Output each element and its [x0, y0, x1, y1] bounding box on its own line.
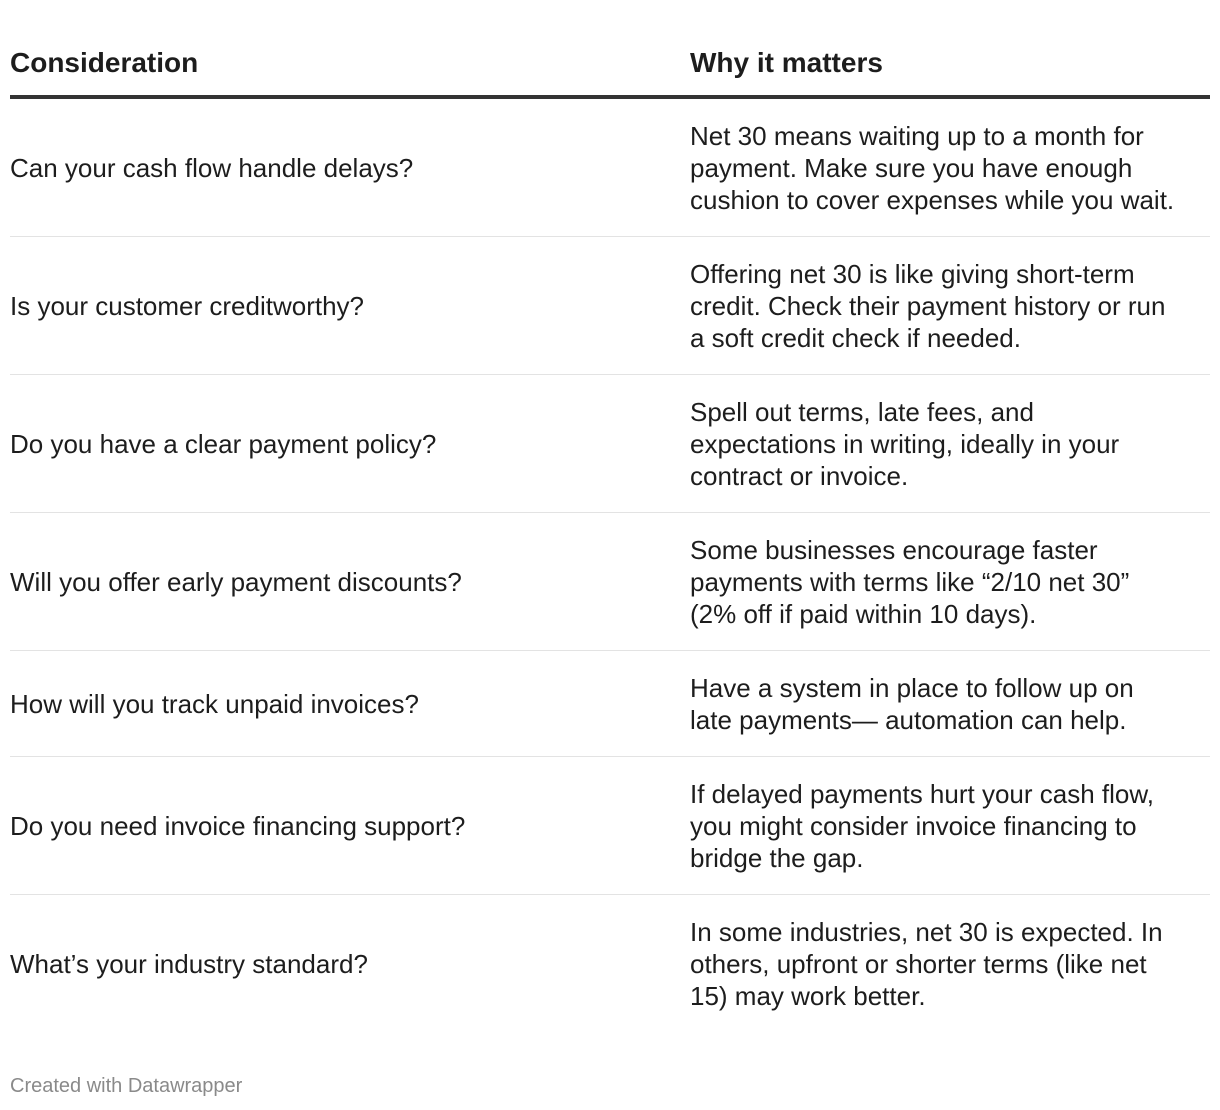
- considerations-table: [10, 30, 1210, 1033]
- why-line: In some industries, net 30 is expected. In: [690, 917, 1163, 947]
- header-consideration: Consideration: [10, 46, 199, 78]
- table-row: [10, 99, 1210, 237]
- table-row: [10, 651, 1210, 757]
- why-line: payment. Make sure you have enough: [690, 152, 1133, 183]
- why-line: expectations in writing, ideally in your: [690, 428, 1120, 459]
- why-cell: [690, 534, 1210, 630]
- datawrapper-credit[interactable]: Created with Datawrapper: [10, 1075, 243, 1097]
- why-cell: [690, 120, 1210, 216]
- why-line: (2% off if paid within 10 days).: [690, 598, 1037, 629]
- table-header: [10, 30, 1210, 99]
- consideration-cell: Is your customer creditworthy?: [10, 290, 365, 321]
- table-row: [10, 375, 1210, 513]
- consideration-cell: Do you have a clear payment policy?: [10, 428, 437, 459]
- why-cell: [690, 258, 1210, 354]
- why-line: If delayed payments hurt your cash flow,: [690, 778, 1154, 809]
- consideration-cell: Do you need invoice financing support?: [10, 810, 466, 841]
- why-line: Offering net 30 is like giving short-term: [690, 258, 1135, 289]
- table-row: [10, 237, 1210, 375]
- why-line: Some businesses encourage faster: [690, 534, 1098, 565]
- why-cell: [690, 672, 1210, 736]
- table-row: [10, 513, 1210, 651]
- header-why-it-matters: Why it matters: [690, 46, 883, 78]
- consideration-cell: Can your cash flow handle delays?: [10, 152, 414, 183]
- consideration-cell: How will you track unpaid invoices?: [10, 688, 419, 719]
- why-line: Net 30 means waiting up to a month for: [690, 120, 1144, 151]
- why-cell: [690, 916, 1210, 1012]
- why-line: others, upfront or shorter terms (like net: [690, 949, 1147, 979]
- why-line: Spell out terms, late fees, and: [690, 396, 1034, 427]
- why-cell: [690, 396, 1210, 492]
- table-row: [10, 895, 1210, 1033]
- why-line: Have a system in place to follow up on: [690, 672, 1134, 703]
- why-line: late payments— automation can help.: [690, 704, 1127, 735]
- why-line: contract or invoice.: [690, 460, 909, 491]
- why-line: cushion to cover expenses while you wait.: [690, 184, 1175, 215]
- why-line: credit. Check their payment history or run: [690, 290, 1166, 321]
- why-line: you might consider invoice financing to: [690, 810, 1137, 841]
- why-line: bridge the gap.: [690, 842, 864, 873]
- why-line: 15) may work better.: [690, 981, 926, 1011]
- consideration-cell: Will you offer early payment discounts?: [10, 566, 462, 597]
- consideration-cell: What’s your industry standard?: [10, 949, 368, 979]
- table-row: [10, 757, 1210, 895]
- why-cell: [690, 778, 1210, 874]
- why-line: payments with terms like “2/10 net 30”: [690, 566, 1130, 597]
- why-line: a soft credit check if needed.: [690, 322, 1021, 353]
